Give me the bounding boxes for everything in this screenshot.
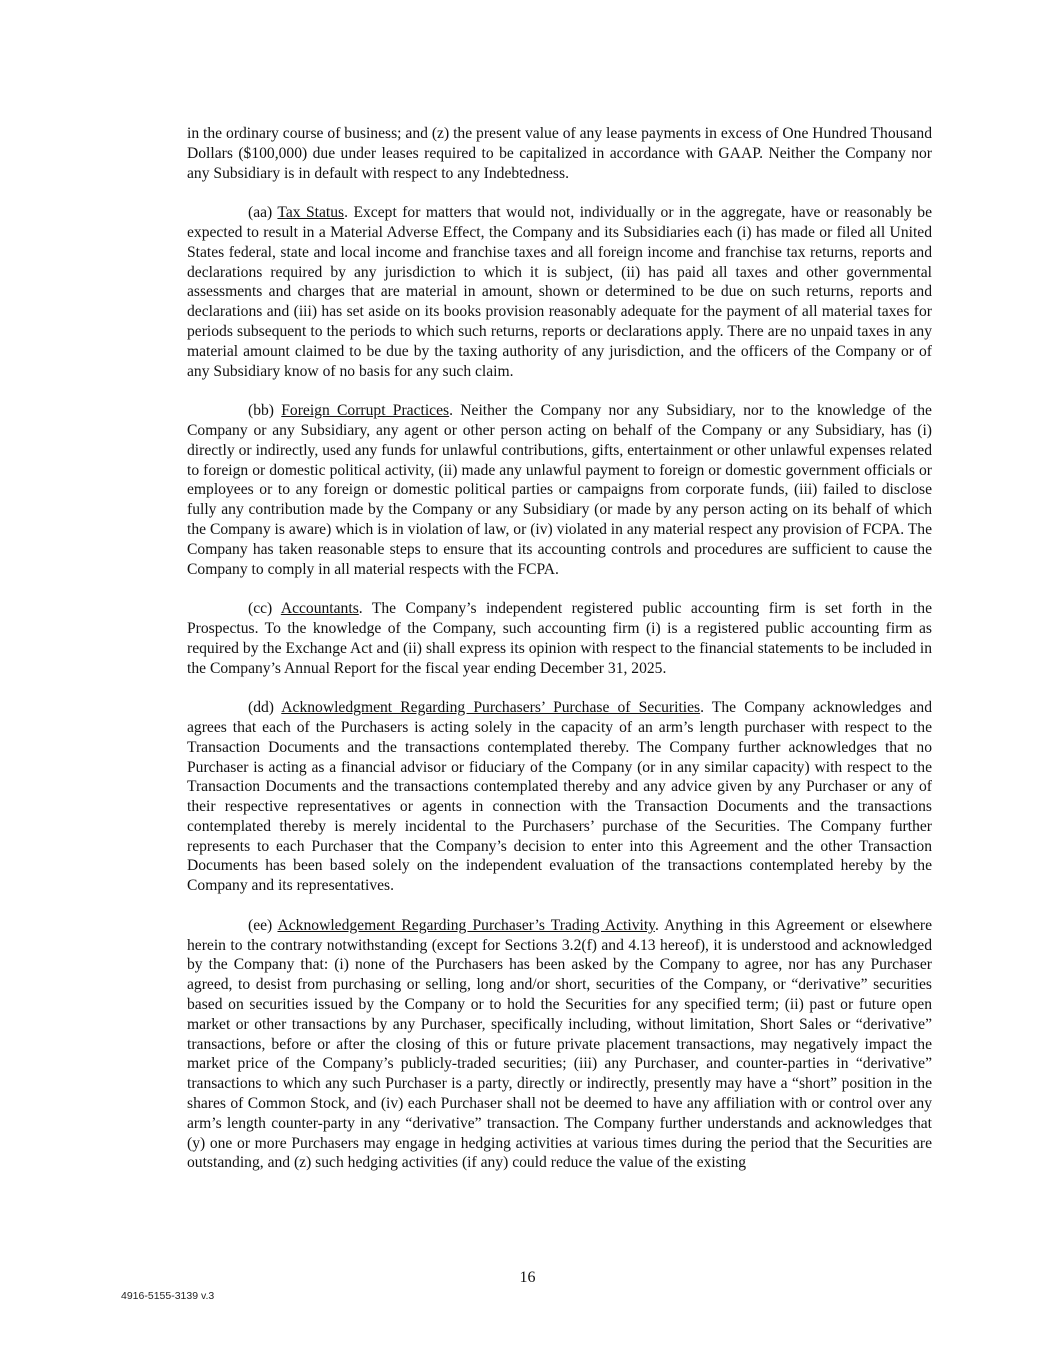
section-heading: Acknowledgement Regarding Purchaser’s Trading Activity [277, 916, 655, 934]
paragraph-body: . Neither the Company nor any Subsidiary, nor to the knowledge of the Company or any Subsidiary, any agent or other person acting on behalf of the Company or any Subsidiary, has (i) directly or indirectly, used any funds for unlawful contributions, gifts, entertainment or other unlawful expenses related to foreign or domestic political activity, (ii) made any unlawful payment to foreign or domestic government officials or employees or to any foreign or domestic political parties or campaigns from corporate funds, (iii) failed to disclose fully any contribution made by the Company or any Subsidiary (or made by any person acting on its behalf of which the Company is aware) which is in violation of law, or (iv) violated in any material respect any provision of FCPA. The Company has taken reasonable steps to ensure that its accounting controls and procedures are sufficient to cause the Company to comply in all material respects with the FCPA. [187, 402, 932, 578]
section-aa-tax-status [187, 203, 932, 381]
section-label: (ee) [248, 916, 278, 934]
section-heading: Tax Status [277, 204, 345, 222]
section-label: (cc) [248, 600, 281, 618]
section-heading: Accountants [280, 600, 359, 618]
section-label: (bb) [248, 402, 282, 420]
paragraph-continued [187, 124, 932, 183]
section-heading: Acknowledgment Regarding Purchasers’ Purchase of Securities [281, 699, 701, 717]
section-ee-acknowledgement-trading [187, 916, 932, 1173]
section-label: (dd) [248, 699, 282, 717]
section-dd-acknowledgment-purchase [187, 698, 932, 896]
page-number: 16 [519, 1269, 536, 1286]
paragraph-body: . Anything in this Agreement or elsewhere herein to the contrary notwithstanding (except for Sections 3.2(f) and 4.13 hereof), it is understood and acknowledged by the Company that: (i) none of the Purchasers has been asked by the Company to agree, nor has any Purchaser agreed, to desist from purchasing or selling, long and/or short, securities of the Company, or “derivative” securities based on securities issued by the Company or to hold the Securities for any specified term; (ii) past or future open market or other transactions by any Purchaser, specifically including, without limitation, Short Sales or “derivative” transactions, before or after the closing of this or future private placement transactions, may negatively impact the market price of the Company’s publicly-traded securities; (iii) any Purchaser, and counter-parties in “derivative” transactions to which any such Purchaser is a party, directly or indirectly, presently may have a “short” position in the shares of Common Stock, and (iv) each Purchaser shall not be deemed to have any affiliation with or control over any arm’s length counter-party in any “derivative” transaction. The Company further understands and acknowledges that (y) one or more Purchasers may engage in hedging activities at various times during the period that the Securities are outstanding, and (z) such hedging activities (if any) could reduce the value of the existing [187, 916, 932, 1172]
section-bb-foreign-corrupt-practices [187, 401, 932, 579]
section-cc-accountants [187, 599, 932, 678]
paragraph-body: . Except for matters that would not, individually or in the aggregate, have or reasonably be expected to result in a Material Adverse Effect, the Company and its Subsidiaries each (i) has made or filed all United States federal, state and local income and franchise taxes and all foreign income and franchise tax returns, reports and declarations required by any jurisdiction to which it is subject, (ii) has paid all taxes and other governmental assessments and charges that are material in amount, shown or determined to be due on such returns, reports and declarations and (iii) has set aside on its books provision reasonably adequate for the payment of all material taxes for periods subsequent to the periods to which such returns, reports or declarations apply. There are no unpaid taxes in any material amount claimed to be due by the taxing authority of any jurisdiction, and the officers of the Company or of any Subsidiary know of no basis for any such claim. [187, 204, 932, 380]
paragraph-body: . The Company acknowledges and agrees that each of the Purchasers is acting solely in the capacity of an arm’s length purchaser with respect to the Transaction Documents and the transactions contemplated thereby. The Company further acknowledges that no Purchaser is acting as a financial advisor or fiduciary of the Company (or in any similar capacity) with respect to the Transaction Documents and the transactions contemplated thereby and any advice given by any Purchaser or any of their respective representatives or agents in connection with the Transaction Documents and the transactions contemplated thereby is merely incidental to the Purchasers’ purchase of the Securities. The Company further represents to each Purchaser that the Company’s decision to enter into this Agreement and the other Transaction Documents has been based solely on the independent evaluation of the transactions contemplated hereby by the Company and its representatives. [187, 699, 932, 895]
paragraph-body: . The Company’s independent registered public accounting firm is set forth in the Prospectus. To the knowledge of the Company, such accounting firm (i) is a registered public accounting firm as required by the Exchange Act and (ii) shall express its opinion with respect to the financial statements to be included in the Company’s Annual Report for the fiscal year ending December 31, 2025. [187, 600, 932, 677]
document-body [187, 124, 932, 1193]
section-label: (aa) [248, 204, 278, 222]
document-id: 4916-5155-3139 v.3 [121, 1290, 215, 1302]
section-heading: Foreign Corrupt Practices [281, 402, 450, 420]
paragraph-body: in the ordinary course of business; and (z) the present value of any lease payments in excess of One Hundred Thousand Dollars ($100,000) due under leases required to be capitalized in accordance with GAAP. Neither the Company nor any Subsidiary is in default with respect to any Indebtedness. [187, 125, 932, 182]
